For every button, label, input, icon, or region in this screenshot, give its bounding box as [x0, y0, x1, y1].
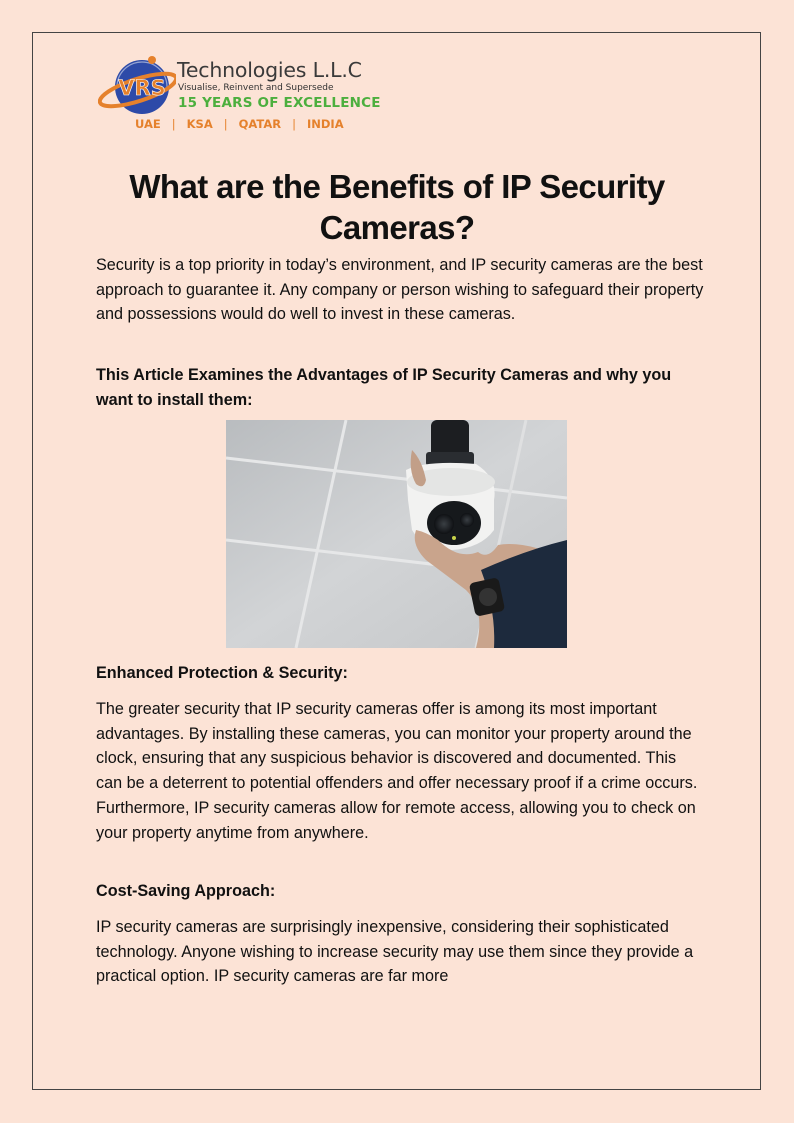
country-separator: |: [292, 117, 296, 131]
logo-mark-text: VRS: [118, 76, 166, 100]
section-body-cost-saving: IP security cameras are surprisingly inexpensive, considering their sophisticated technology. Anyone wishing to increase security may use them since they provide a practical option. IP security cameras are far more: [96, 918, 694, 986]
country-separator: |: [171, 117, 176, 131]
country-india: INDIA: [306, 117, 344, 131]
logo-countries: [124, 117, 355, 131]
article-heading: This Article Examines the Advantages of IP Security Cameras and why you want to install them:: [96, 366, 672, 409]
page-title: What are the Benefits of IP Security Cameras?: [129, 168, 665, 246]
company-logo[interactable]: [98, 54, 381, 136]
logo-years: 15 YEARS OF EXCELLENCE: [178, 95, 381, 111]
section-heading-enhanced-protection: Enhanced Protection & Security:: [96, 664, 348, 682]
vrs-globe-logo-icon: [98, 54, 176, 120]
country-qatar: QATAR: [238, 117, 282, 131]
section-body-enhanced-protection: The greater security that IP security cameras offer is among its most important advantages. By installing these cameras, you can monitor your property around the clock, ensuring that any suspicious behavior is discovered and documented. This can be a deterrent to potential offenders and offer necessary proof if a crime occurs. Furthermore, IP security cameras allow for remote access, allowing you to check on your property anytime from anywhere.: [96, 700, 698, 842]
country-ksa: KSA: [186, 117, 213, 131]
section-heading-cost-saving: Cost-Saving Approach:: [96, 882, 276, 900]
intro-paragraph: Security is a top priority in today’s environment, and IP security cameras are the best approach to guarantee it. Any company or person wishing to safeguard their property and possessions would do well to invest in these cameras.: [96, 256, 704, 324]
logo-company-name: Technologies L.L.C: [177, 58, 362, 82]
logo-tagline: Visualise, Reinvent and Supersede: [178, 83, 334, 93]
country-uae: UAE: [135, 117, 161, 131]
country-separator: |: [223, 117, 228, 131]
security-camera-photo: [226, 420, 567, 648]
camera-installation-image: [226, 420, 567, 648]
